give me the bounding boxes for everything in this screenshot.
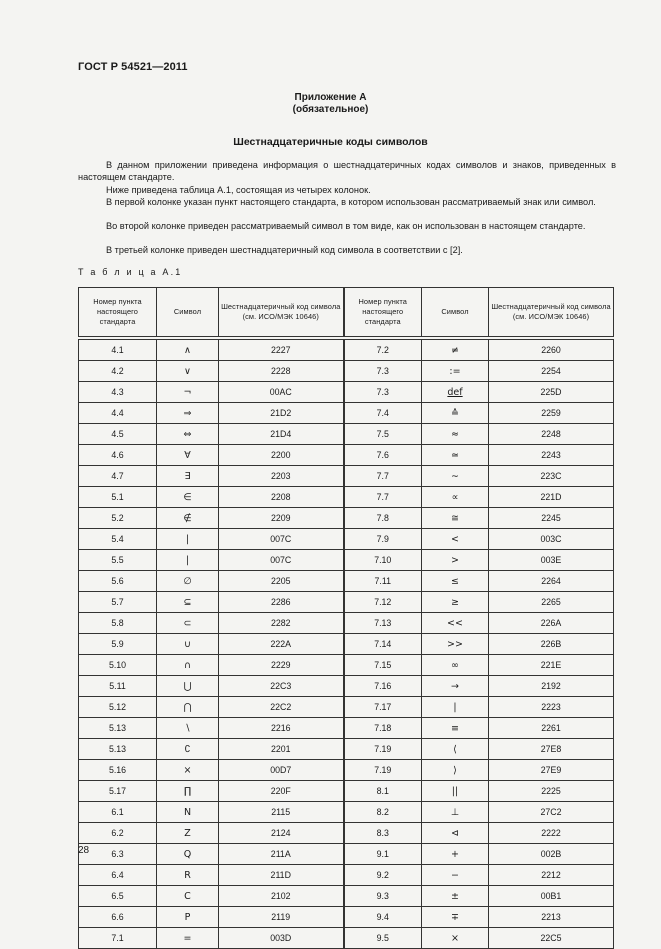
code-cell: 221D xyxy=(489,487,614,508)
code-cell: 2228 xyxy=(219,361,344,382)
symbol-cell: N xyxy=(157,802,219,823)
code-cell: 223C xyxy=(489,466,614,487)
clause-cell: 7.7 xyxy=(344,466,422,487)
symbol-cell: | xyxy=(157,529,219,550)
table-row xyxy=(79,424,614,445)
symbol-cell: ≈ xyxy=(422,424,489,445)
paragraph-1: В данном приложении приведена информация о шестнадцатеричных кодах символов и знаков, приведенных в настоящем стандарте. xyxy=(78,160,616,182)
symbol-cell: ∩ xyxy=(157,655,219,676)
code-cell: 2203 xyxy=(219,466,344,487)
code-cell: 003C xyxy=(489,529,614,550)
code-cell: 22C2 xyxy=(219,697,344,718)
clause-cell: 7.14 xyxy=(344,634,422,655)
clause-cell: 7.12 xyxy=(344,592,422,613)
clause-cell: 9.2 xyxy=(344,865,422,886)
table-row xyxy=(79,361,614,382)
header-symbol-right: Символ xyxy=(422,288,489,337)
table-row xyxy=(79,508,614,529)
table-row xyxy=(79,340,614,361)
symbol-cell: def xyxy=(422,382,489,403)
symbol-cell: ≙ xyxy=(422,403,489,424)
clause-cell: 5.10 xyxy=(79,655,157,676)
symbol-cell: := xyxy=(422,361,489,382)
symbol-cell: + xyxy=(422,844,489,865)
table-row xyxy=(79,823,614,844)
clause-cell: 8.1 xyxy=(344,781,422,802)
table-row xyxy=(79,760,614,781)
table-row xyxy=(79,613,614,634)
table-row xyxy=(79,739,614,760)
table-row xyxy=(79,550,614,571)
clause-cell: 5.12 xyxy=(79,697,157,718)
code-cell: 2119 xyxy=(219,907,344,928)
code-cell: 2229 xyxy=(219,655,344,676)
symbol-cell: < xyxy=(422,529,489,550)
symbol-cell: ≤ xyxy=(422,571,489,592)
code-cell: 007C xyxy=(219,529,344,550)
symbol-cell: ∃ xyxy=(157,466,219,487)
code-cell: 2216 xyxy=(219,718,344,739)
clause-cell: 7.13 xyxy=(344,613,422,634)
clause-cell: 8.3 xyxy=(344,823,422,844)
code-cell: 2201 xyxy=(219,739,344,760)
code-cell: 2227 xyxy=(219,340,344,361)
code-cell: 2212 xyxy=(489,865,614,886)
code-cell: 22C5 xyxy=(489,928,614,949)
table-row xyxy=(79,697,614,718)
code-cell: 2223 xyxy=(489,697,614,718)
symbol-cell: | xyxy=(157,550,219,571)
symbol-cell: << xyxy=(422,613,489,634)
code-cell: 21D4 xyxy=(219,424,344,445)
clause-cell: 6.2 xyxy=(79,823,157,844)
code-cell: 22C3 xyxy=(219,676,344,697)
code-cell: 2254 xyxy=(489,361,614,382)
clause-cell: 6.5 xyxy=(79,886,157,907)
symbol-cell: P xyxy=(157,907,219,928)
code-cell: 220F xyxy=(219,781,344,802)
table-header-row xyxy=(79,288,614,337)
symbol-cell: ∈ xyxy=(157,487,219,508)
code-cell: 2286 xyxy=(219,592,344,613)
symbol-cell: ≥ xyxy=(422,592,489,613)
table-row xyxy=(79,403,614,424)
symbol-cell: ⟨ xyxy=(422,739,489,760)
clause-cell: 4.4 xyxy=(79,403,157,424)
appendix-subtitle: (обязательное) xyxy=(292,104,369,115)
clause-cell: 5.7 xyxy=(79,592,157,613)
code-cell: 007C xyxy=(219,550,344,571)
clause-cell: 7.15 xyxy=(344,655,422,676)
symbol-cell: ∼ xyxy=(422,466,489,487)
table-row xyxy=(79,487,614,508)
header-code-left: Шестнадцатеричный код символа (см. ИСО/МЭК 10646) xyxy=(219,288,344,337)
clause-cell: 6.3 xyxy=(79,844,157,865)
code-cell: 27C2 xyxy=(489,802,614,823)
header-clause-left: Номер пункта настоящего стандарта xyxy=(79,288,157,337)
code-cell: 2213 xyxy=(489,907,614,928)
symbol-cell: ⊲ xyxy=(422,823,489,844)
clause-cell: 7.10 xyxy=(344,550,422,571)
symbol-cell: ∧ xyxy=(157,340,219,361)
symbol-cell: >> xyxy=(422,634,489,655)
code-cell: 2245 xyxy=(489,508,614,529)
table-row xyxy=(79,844,614,865)
clause-cell: 4.2 xyxy=(79,361,157,382)
code-cell: 2282 xyxy=(219,613,344,634)
code-cell: 2208 xyxy=(219,487,344,508)
symbol-cell: ⇔ xyxy=(157,424,219,445)
symbol-cell: ⊥ xyxy=(422,802,489,823)
symbol-cell: ∁ xyxy=(157,739,219,760)
table-row xyxy=(79,928,614,949)
symbol-cell: = xyxy=(157,928,219,949)
clause-cell: 7.6 xyxy=(344,445,422,466)
symbol-cell: − xyxy=(422,865,489,886)
clause-cell: 9.5 xyxy=(344,928,422,949)
paragraph-3: В первой колонке указан пункт настоящего стандарта, в котором использован рассматриваемый знак или символ. xyxy=(106,197,596,207)
code-cell: 2205 xyxy=(219,571,344,592)
clause-cell: 5.16 xyxy=(79,760,157,781)
table-row xyxy=(79,634,614,655)
appendix-title: Приложение А xyxy=(294,92,367,103)
table-row xyxy=(79,907,614,928)
symbol-cell: R xyxy=(157,865,219,886)
code-cell: 221E xyxy=(489,655,614,676)
clause-cell: 5.5 xyxy=(79,550,157,571)
code-cell: 211A xyxy=(219,844,344,865)
symbol-cell: > xyxy=(422,550,489,571)
header-clause-right: Номер пункта настоящего стандарта xyxy=(344,288,422,337)
clause-cell: 5.13 xyxy=(79,718,157,739)
clause-cell: 6.1 xyxy=(79,802,157,823)
clause-cell: 7.1 xyxy=(79,928,157,949)
symbol-cell: ⊂ xyxy=(157,613,219,634)
table-row xyxy=(79,655,614,676)
symbol-cell: ∅ xyxy=(157,571,219,592)
table-row xyxy=(79,382,614,403)
table-row xyxy=(79,466,614,487)
code-cell: 225D xyxy=(489,382,614,403)
code-cell: 27E9 xyxy=(489,760,614,781)
code-cell: 2209 xyxy=(219,508,344,529)
clause-cell: 5.2 xyxy=(79,508,157,529)
clause-cell: 6.4 xyxy=(79,865,157,886)
symbol-codes-table xyxy=(78,287,614,949)
symbol-cell: ≅ xyxy=(422,508,489,529)
page-number: 28 xyxy=(78,845,90,856)
code-cell: 2264 xyxy=(489,571,614,592)
table-row xyxy=(79,718,614,739)
code-cell: 002B xyxy=(489,844,614,865)
symbol-cell: ∉ xyxy=(157,508,219,529)
symbol-cell: ± xyxy=(422,886,489,907)
code-cell: 2200 xyxy=(219,445,344,466)
code-cell: 2259 xyxy=(489,403,614,424)
clause-cell: 7.16 xyxy=(344,676,422,697)
clause-cell: 7.9 xyxy=(344,529,422,550)
clause-cell: 9.4 xyxy=(344,907,422,928)
clause-cell: 7.4 xyxy=(344,403,422,424)
clause-cell: 7.3 xyxy=(344,361,422,382)
clause-cell: 5.8 xyxy=(79,613,157,634)
code-cell: 226B xyxy=(489,634,614,655)
clause-cell: 8.2 xyxy=(344,802,422,823)
table-row xyxy=(79,529,614,550)
code-cell: 2260 xyxy=(489,340,614,361)
table-row xyxy=(79,865,614,886)
table-row xyxy=(79,802,614,823)
table-row xyxy=(79,781,614,802)
code-cell: 2222 xyxy=(489,823,614,844)
symbol-cell: ⋃ xyxy=(157,676,219,697)
symbol-cell: ≃ xyxy=(422,445,489,466)
code-cell: 2124 xyxy=(219,823,344,844)
clause-cell: 5.6 xyxy=(79,571,157,592)
symbol-cell: Q xyxy=(157,844,219,865)
code-cell: 226A xyxy=(489,613,614,634)
symbol-cell: ∪ xyxy=(157,634,219,655)
section-title: Шестнадцатеричные коды символов xyxy=(233,136,428,148)
clause-cell: 7.8 xyxy=(344,508,422,529)
code-cell: 003D xyxy=(219,928,344,949)
table-row xyxy=(79,571,614,592)
clause-cell: 4.3 xyxy=(79,382,157,403)
code-cell: 2248 xyxy=(489,424,614,445)
table-row xyxy=(79,886,614,907)
clause-cell: 5.17 xyxy=(79,781,157,802)
code-cell: 2225 xyxy=(489,781,614,802)
symbol-cell: ∖ xyxy=(157,718,219,739)
table-row xyxy=(79,676,614,697)
clause-cell: 7.17 xyxy=(344,697,422,718)
symbol-cell: × xyxy=(422,928,489,949)
clause-cell: 9.3 xyxy=(344,886,422,907)
symbol-cell: ⊆ xyxy=(157,592,219,613)
clause-cell: 7.18 xyxy=(344,718,422,739)
code-cell: 222A xyxy=(219,634,344,655)
clause-cell: 7.3 xyxy=(344,382,422,403)
symbol-cell: ⇒ xyxy=(157,403,219,424)
symbol-cell: Z xyxy=(157,823,219,844)
symbol-cell: ∨ xyxy=(157,361,219,382)
code-cell: 27E8 xyxy=(489,739,614,760)
code-cell: 2261 xyxy=(489,718,614,739)
clause-cell: 7.2 xyxy=(344,340,422,361)
symbol-cell: | xyxy=(422,697,489,718)
symbol-cell: ∏ xyxy=(157,781,219,802)
symbol-cell: ⟩ xyxy=(422,760,489,781)
clause-cell: 9.1 xyxy=(344,844,422,865)
code-cell: 2265 xyxy=(489,592,614,613)
clause-cell: 7.7 xyxy=(344,487,422,508)
code-cell: 00B1 xyxy=(489,886,614,907)
code-cell: 00D7 xyxy=(219,760,344,781)
symbol-cell: C xyxy=(157,886,219,907)
clause-cell: 7.5 xyxy=(344,424,422,445)
clause-cell: 5.9 xyxy=(79,634,157,655)
paragraph-5: В третьей колонке приведен шестнадцатеричный код символа в соответствии с [2]. xyxy=(106,245,463,255)
paragraph-4: Во второй колонке приведен рассматриваемый символ в том виде, как он использован в настоящем стандарте. xyxy=(106,221,586,231)
clause-cell: 4.7 xyxy=(79,466,157,487)
symbol-cell: || xyxy=(422,781,489,802)
symbol-cell: ∝ xyxy=(422,487,489,508)
table-row xyxy=(79,445,614,466)
table-caption: Т а б л и ц а А.1 xyxy=(78,267,183,277)
code-cell: 211D xyxy=(219,865,344,886)
clause-cell: 7.19 xyxy=(344,739,422,760)
code-cell: 00AC xyxy=(219,382,344,403)
code-cell: 2192 xyxy=(489,676,614,697)
standard-number: ГОСТ Р 54521—2011 xyxy=(78,61,188,73)
symbol-cell: ≡ xyxy=(422,718,489,739)
clause-cell: 4.1 xyxy=(79,340,157,361)
symbol-cell: ∞ xyxy=(422,655,489,676)
clause-cell: 4.6 xyxy=(79,445,157,466)
header-symbol-left: Символ xyxy=(157,288,219,337)
code-cell: 21D2 xyxy=(219,403,344,424)
symbol-cell: × xyxy=(157,760,219,781)
clause-cell: 5.13 xyxy=(79,739,157,760)
clause-cell: 5.1 xyxy=(79,487,157,508)
symbol-cell: ∓ xyxy=(422,907,489,928)
clause-cell: 6.6 xyxy=(79,907,157,928)
symbol-cell: ∀ xyxy=(157,445,219,466)
clause-cell: 7.11 xyxy=(344,571,422,592)
paragraph-2: Ниже приведена таблица А.1, состоящая из четырех колонок. xyxy=(106,185,371,195)
code-cell: 2102 xyxy=(219,886,344,907)
table-body xyxy=(79,340,614,949)
code-cell: 003E xyxy=(489,550,614,571)
symbol-cell: ≠ xyxy=(422,340,489,361)
clause-cell: 7.19 xyxy=(344,760,422,781)
table-row xyxy=(79,592,614,613)
header-code-right: Шестнадцатеричный код символа (см. ИСО/МЭК 10646) xyxy=(489,288,614,337)
symbol-cell: ⋂ xyxy=(157,697,219,718)
clause-cell: 4.5 xyxy=(79,424,157,445)
symbol-cell: → xyxy=(422,676,489,697)
clause-cell: 5.11 xyxy=(79,676,157,697)
symbol-cell: ¬ xyxy=(157,382,219,403)
code-cell: 2243 xyxy=(489,445,614,466)
clause-cell: 5.4 xyxy=(79,529,157,550)
code-cell: 2115 xyxy=(219,802,344,823)
